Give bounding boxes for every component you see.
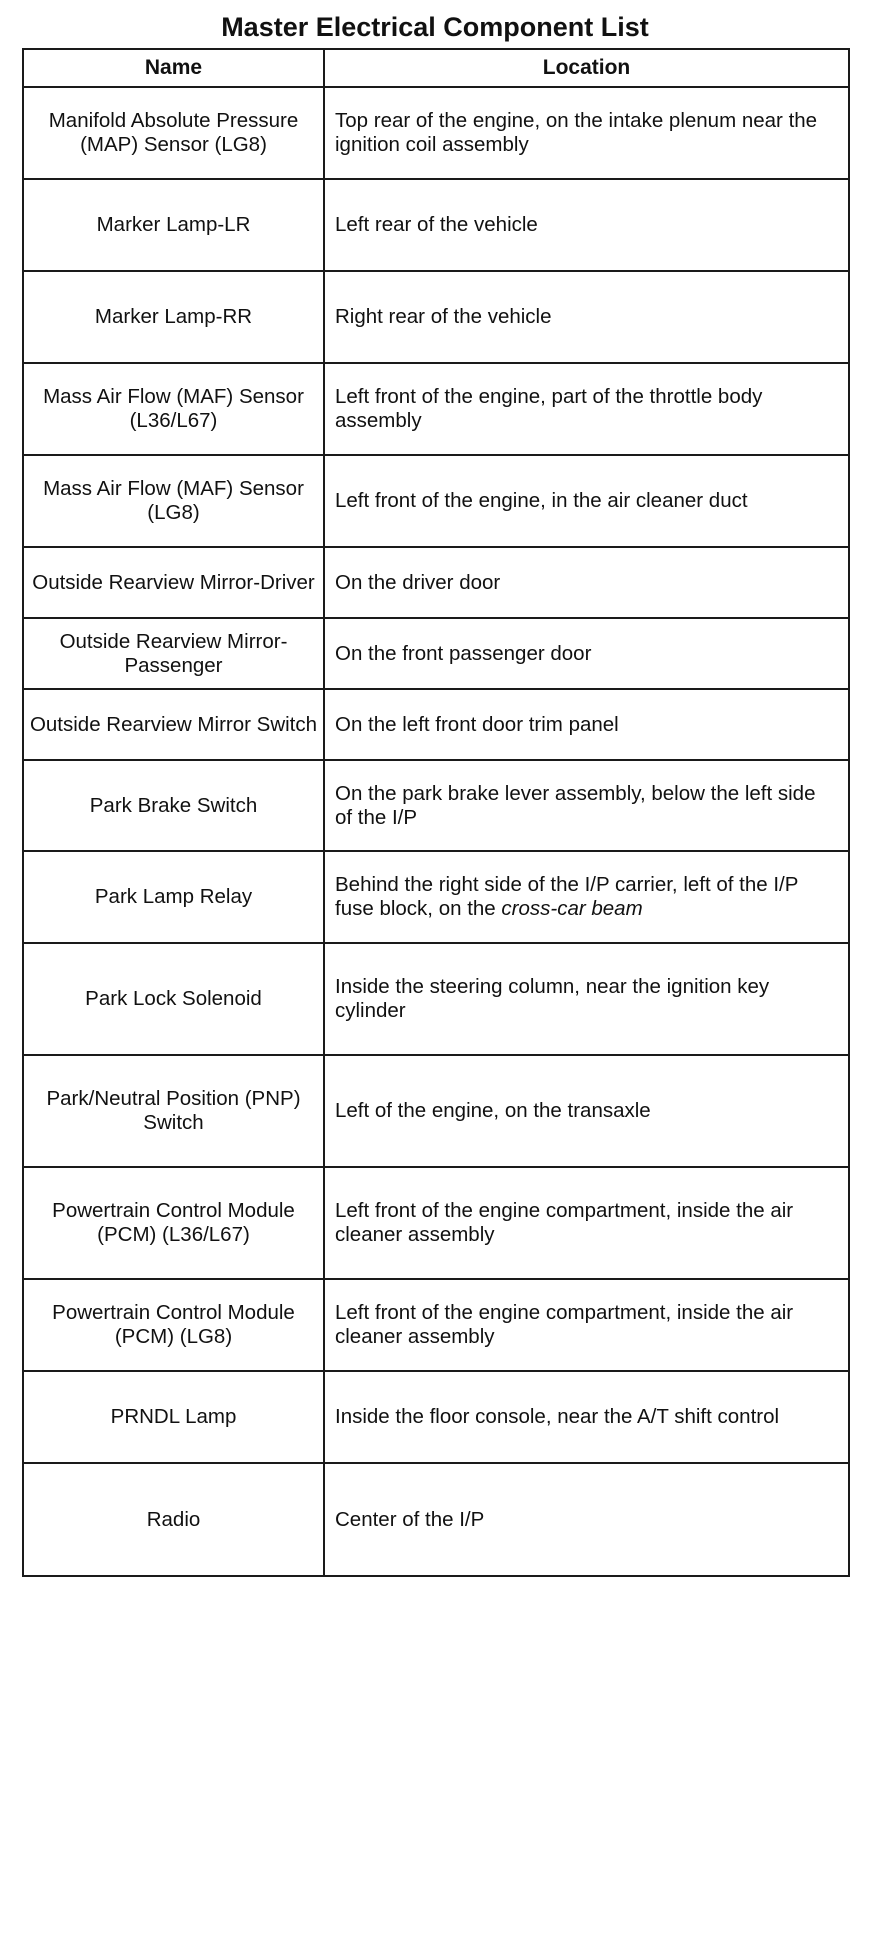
component-name: Powertrain Control Module (PCM) (LG8) <box>23 1279 324 1371</box>
table-row <box>23 455 849 547</box>
component-name: Outside Rearview Mirror-Driver <box>23 547 324 618</box>
table-row <box>23 179 849 271</box>
table-row <box>23 1463 849 1576</box>
component-name: Marker Lamp-RR <box>23 271 324 363</box>
column-header-name: Name <box>23 49 324 87</box>
component-location: Left rear of the vehicle <box>324 179 849 271</box>
component-location: On the left front door trim panel <box>324 689 849 760</box>
page-title: Master Electrical Component List <box>221 12 649 42</box>
component-location <box>324 851 849 943</box>
component-location: On the front passenger door <box>324 618 849 689</box>
component-location: Right rear of the vehicle <box>324 271 849 363</box>
table-row <box>23 689 849 760</box>
table-row <box>23 1167 849 1279</box>
component-name: Mass Air Flow (MAF) Sensor (L36/L67) <box>23 363 324 455</box>
component-name: Park Lamp Relay <box>23 851 324 943</box>
component-name: Park Lock Solenoid <box>23 943 324 1055</box>
component-location: On the park brake lever assembly, below the left side of the I/P <box>324 760 849 851</box>
location-text-italic: cross-car beam <box>501 897 643 920</box>
column-header-location: Location <box>324 49 849 87</box>
table-row <box>23 547 849 618</box>
table-row <box>23 760 849 851</box>
table-row <box>23 363 849 455</box>
table-row <box>23 851 849 943</box>
component-location: Center of the I/P <box>324 1463 849 1576</box>
component-location: Left of the engine, on the transaxle <box>324 1055 849 1167</box>
component-name: Manifold Absolute Pressure (MAP) Sensor (LG8) <box>23 87 324 179</box>
component-location: Left front of the engine compartment, inside the air cleaner assembly <box>324 1167 849 1279</box>
component-name: Radio <box>23 1463 324 1576</box>
component-location: Inside the floor console, near the A/T shift control <box>324 1371 849 1463</box>
table-row <box>23 1371 849 1463</box>
component-name: Park/Neutral Position (PNP) Switch <box>23 1055 324 1167</box>
component-name: Marker Lamp-LR <box>23 179 324 271</box>
table-header-row <box>23 49 849 87</box>
table-row <box>23 1055 849 1167</box>
location-text: Behind the right side of the I/P carrier, left of the I/P fuse block, on the <box>335 873 799 920</box>
component-name: Powertrain Control Module (PCM) (L36/L67) <box>23 1167 324 1279</box>
table-row <box>23 87 849 179</box>
component-location: Left front of the engine compartment, inside the air cleaner assembly <box>324 1279 849 1371</box>
component-location: On the driver door <box>324 547 849 618</box>
component-table <box>22 48 850 1577</box>
component-location: Left front of the engine, part of the throttle body assembly <box>324 363 849 455</box>
component-location: Top rear of the engine, on the intake plenum near the ignition coil assembly <box>324 87 849 179</box>
component-name: Mass Air Flow (MAF) Sensor (LG8) <box>23 455 324 547</box>
table-row <box>23 618 849 689</box>
component-name: Outside Rearview Mirror-Passenger <box>23 618 324 689</box>
table-row <box>23 943 849 1055</box>
component-name: Outside Rearview Mirror Switch <box>23 689 324 760</box>
component-name: PRNDL Lamp <box>23 1371 324 1463</box>
component-location: Inside the steering column, near the ignition key cylinder <box>324 943 849 1055</box>
table-row <box>23 271 849 363</box>
component-name: Park Brake Switch <box>23 760 324 851</box>
component-location: Left front of the engine, in the air cleaner duct <box>324 455 849 547</box>
table-row <box>23 1279 849 1371</box>
